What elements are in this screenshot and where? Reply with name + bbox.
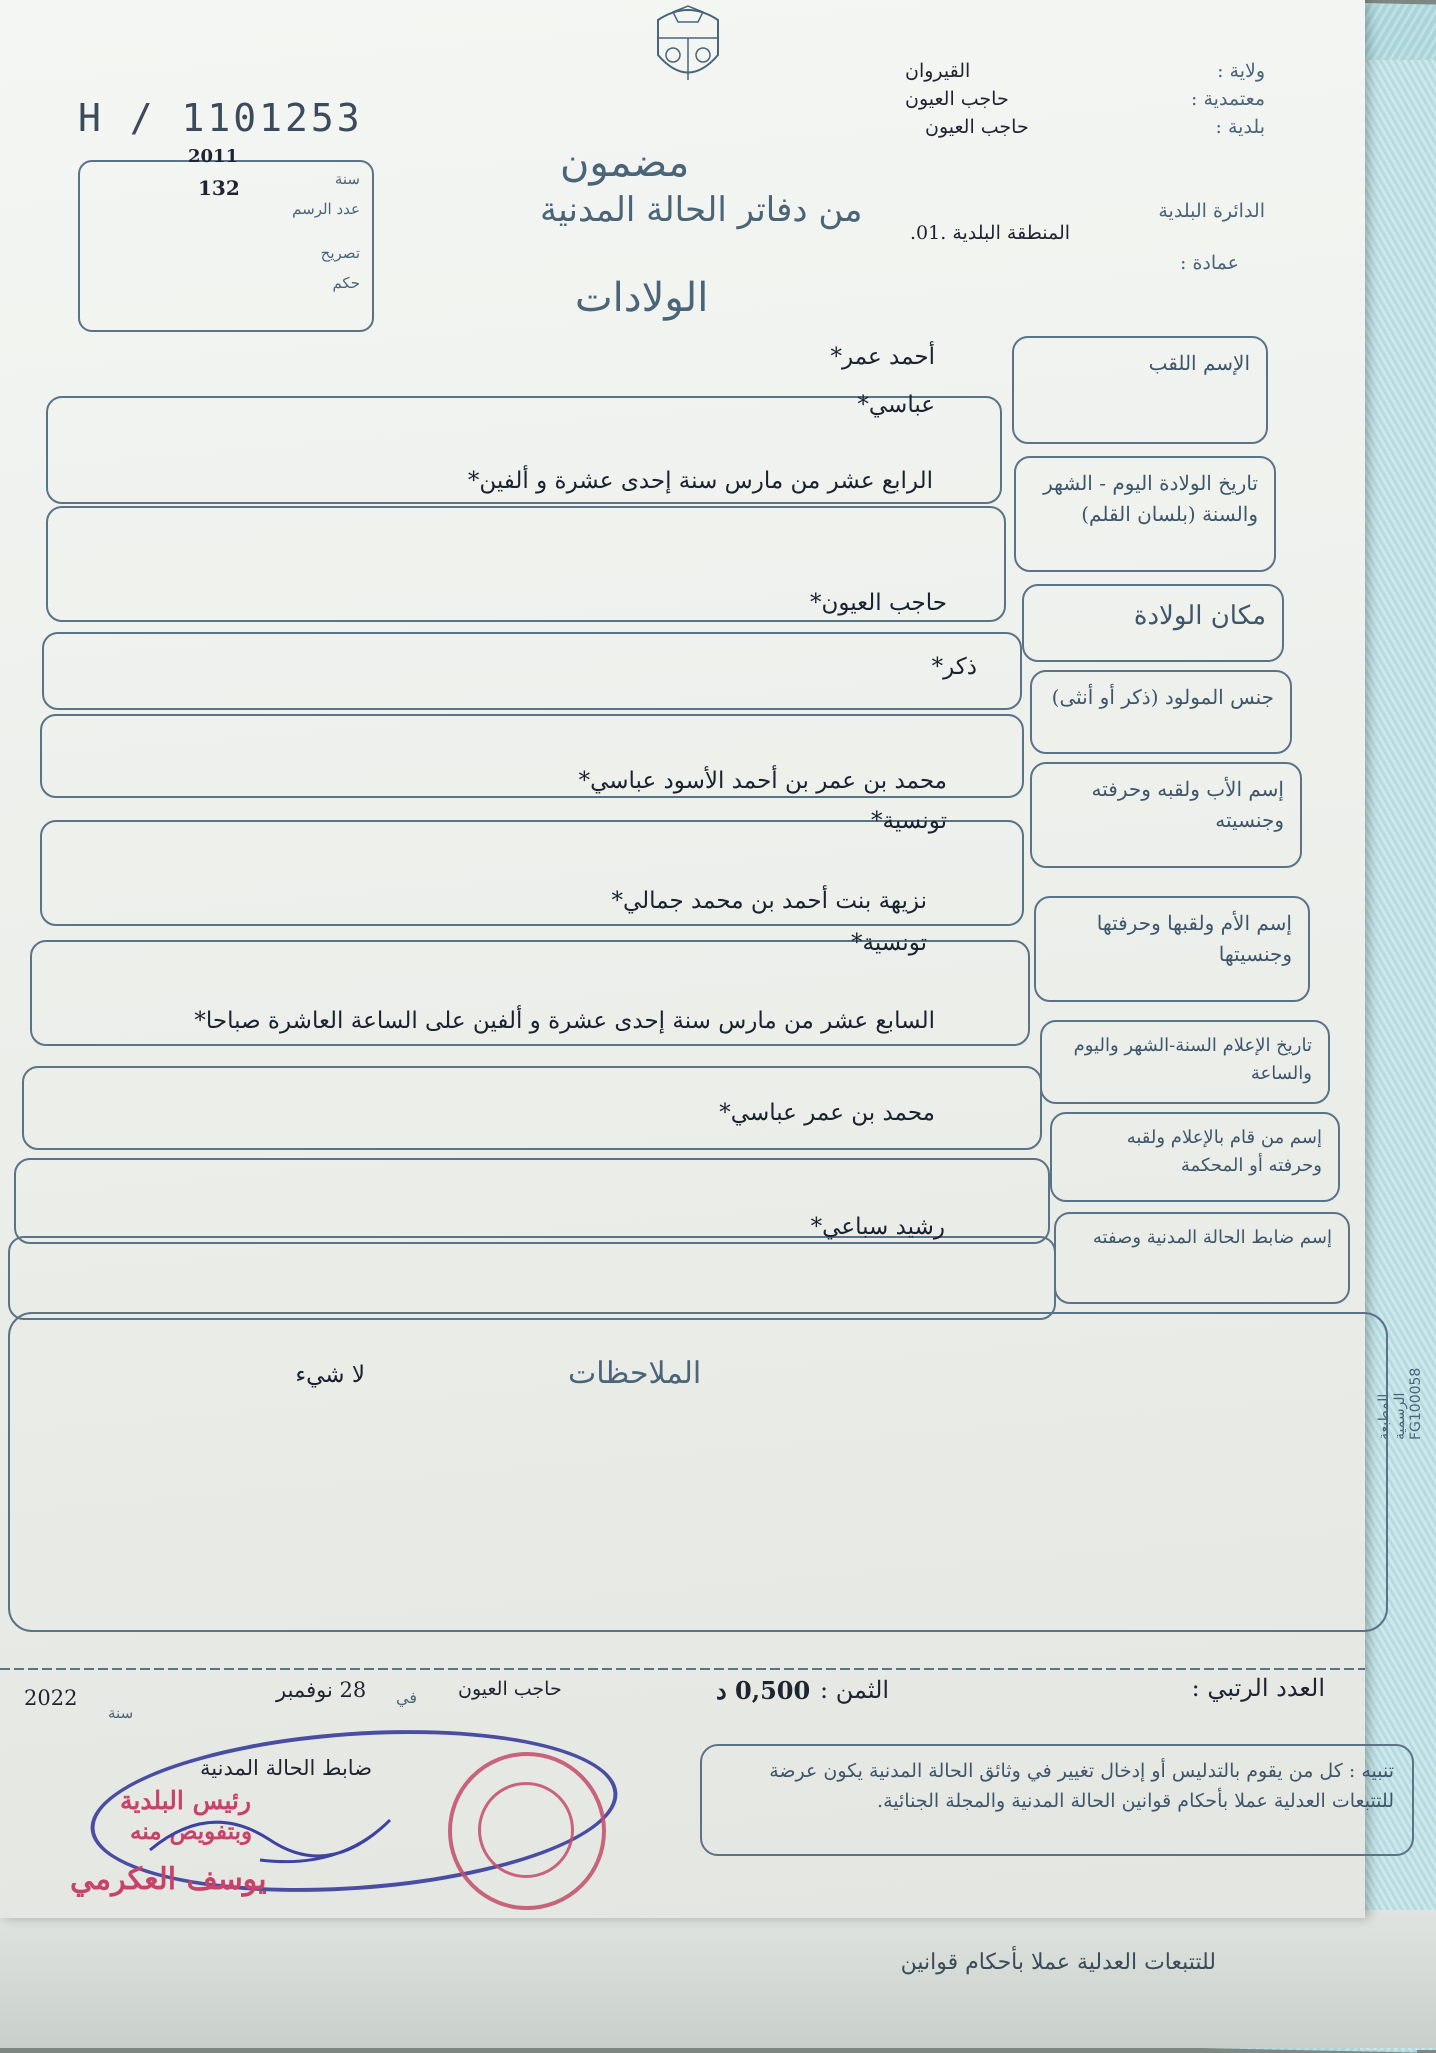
value-mother: نزيهة بنت أحمد بن محمد جمالي* — [611, 888, 927, 914]
warning-box: تنبيه : كل من يقوم بالتدليس أو إدخال تغيير في وثائق الحالة المدنية يكون عرضة للتتبعات العدلية عملا بأحكام قوانين الحالة المدنية والمجلة الجنائية. — [700, 1744, 1414, 1856]
remarks-label: الملاحظات — [568, 1356, 702, 1391]
label-birth-date: تاريخ الولادة اليوم - الشهر والسنة (بلسان القلم) — [1014, 456, 1276, 572]
issue-year: 2022 — [24, 1686, 78, 1710]
title-births: الولادات — [575, 275, 709, 321]
issue-place: حاجب العيون — [458, 1678, 562, 1700]
baladiya-label: بلدية : — [1215, 116, 1265, 138]
field-birth-place — [42, 632, 1022, 710]
label-civil-officer: إسم ضابط الحالة المدنية وصفته — [1054, 1212, 1350, 1304]
bottom-sheet — [0, 1910, 1436, 2048]
title-extract: مضمون — [560, 140, 690, 186]
value-father-nationality: تونسية* — [871, 808, 947, 834]
price-label: الثمن : — [820, 1676, 890, 1704]
printer-code: المطبعة الرسمية FG100058 — [1376, 1367, 1424, 1440]
value-birth-place: حاجب العيون* — [809, 590, 947, 616]
mutamadiya-value: حاجب العيون — [905, 88, 1009, 110]
wilaya-label: ولاية : — [1217, 60, 1265, 82]
stamp-line-mayor: رئيس البلدية — [120, 1786, 252, 1815]
value-mother-nationality: تونسية* — [851, 930, 927, 956]
signature-scribble — [140, 1790, 440, 1880]
box-label-judgment: حكم — [332, 274, 360, 292]
stamp-line-officer: ضابط الحالة المدنية — [200, 1756, 373, 1780]
serial-number: H / 1101253 — [78, 96, 363, 140]
label-father: إسم الأب ولقبه وحرفته وجنسيته — [1030, 762, 1302, 868]
wilaya-value: القيروان — [905, 60, 971, 82]
umada-label: عمادة : — [1180, 252, 1239, 274]
mutamadiya-label: معتمدية : — [1191, 88, 1265, 110]
footer-divider — [0, 1668, 1365, 1670]
value-civil-officer: رشيد سباعي* — [810, 1214, 945, 1240]
box-label-declaration: تصريح — [320, 244, 360, 262]
value-sex: ذكر* — [931, 654, 977, 680]
issue-year-label: سنة — [108, 1704, 134, 1722]
stamp-line-delegation: وبتفويض منه — [130, 1818, 253, 1845]
tunisia-emblem-icon — [648, 0, 728, 92]
daira-label: الدائرة البلدية — [1158, 200, 1265, 222]
field-civil-officer — [8, 1236, 1056, 1320]
bottom-sheet-text: للتتبعات العدلية عملا بأحكام قوانين — [900, 1950, 1216, 1975]
value-father: محمد بن عمر بن أحمد الأسود عباسي* — [578, 768, 947, 794]
title-registers: من دفاتر الحالة المدنية — [540, 190, 863, 230]
municipal-seal-inner — [478, 1782, 574, 1878]
serial-label: العدد الرتبي : — [1191, 1674, 1325, 1702]
label-birth-place: مكان الولادة — [1022, 584, 1284, 662]
registry-year: 2011 — [188, 146, 239, 167]
label-declarant: إسم من قام بالإعلام ولقبه وحرفته أو المحكمة — [1050, 1112, 1340, 1202]
value-surname: عباسي* — [857, 392, 935, 418]
region-block — [845, 60, 1265, 144]
label-declaration-date: تاريخ الإعلام السنة-الشهر واليوم والساعة — [1040, 1020, 1330, 1104]
value-first-name: أحمد عمر* — [830, 344, 935, 370]
value-declaration-date: السابع عشر من مارس سنة إحدى عشرة و ألفين على الساعة العاشرة صباحا* — [194, 1008, 935, 1034]
issue-date: 28 نوفمبر — [276, 1678, 367, 1702]
registry-number: 132 — [198, 176, 240, 200]
box-label-fee: عدد الرسم — [292, 200, 360, 218]
box-label-year: سنة — [334, 170, 360, 188]
daira-value: المنطقة البلدية .01. — [910, 222, 1071, 244]
registry-box — [78, 146, 374, 332]
stamp-signatory: يوسف العكرمي — [70, 1862, 267, 1897]
value-declarant: محمد بن عمر عباسي* — [719, 1100, 935, 1126]
label-sex: جنس المولود (ذكر أو أنثى) — [1030, 670, 1292, 754]
value-birth-date: الرابع عشر من مارس سنة إحدى عشرة و ألفين* — [467, 468, 933, 494]
remarks-value: لا شيء — [295, 1362, 365, 1388]
price-value: 0,500 د — [716, 1676, 811, 1705]
issue-in-label: في — [396, 1688, 417, 1707]
baladiya-value: حاجب العيون — [925, 116, 1029, 138]
label-name: الإسم اللقب — [1012, 336, 1268, 444]
label-mother: إسم الأم ولقبها وحرفتها وجنسيتها — [1034, 896, 1310, 1002]
